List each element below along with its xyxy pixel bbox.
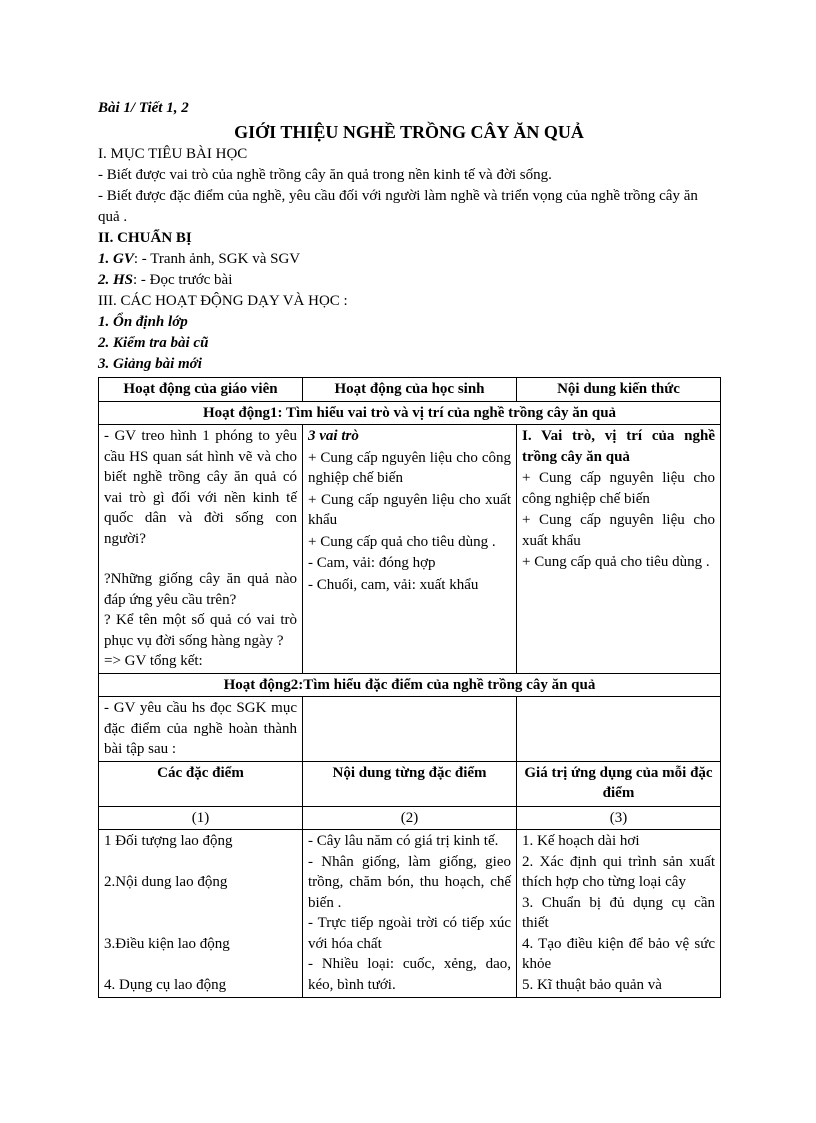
preparation-gv (98, 249, 720, 270)
hd1-hs-item: + Cung cấp quả cho tiêu dùng . (308, 533, 496, 550)
hd2-title: Hoạt động2:Tìm hiểu đặc điểm của nghề trồng cây ăn quả (99, 673, 721, 697)
hd1-gv-text: - GV treo hình 1 phóng to yêu cầu HS quan sát hình vẽ và cho biết nghề trồng cây ăn quả có vai trò gì đối với nền kinh tế quốc dân và đời sống con người? (104, 428, 297, 547)
hd1-hs-item: - Chuối, cam, vải: xuất khẩu (308, 576, 479, 593)
subheader-features: Các đặc điểm (99, 761, 303, 806)
objectives-heading: I. MỤC TIÊU BÀI HỌC (98, 146, 248, 162)
empty-cell (303, 697, 517, 762)
hd1-kt-item: + Cung cấp nguyên liệu cho công nghiệp chế biến (522, 470, 715, 507)
hd1-student-cell (303, 425, 517, 674)
hd1-gv-text: => GV tổng kết: (104, 653, 203, 669)
feature-item: 1 Đối tượng lao động (104, 833, 233, 849)
feature-item: 4. Dụng cụ lao động (104, 977, 227, 993)
header-student: Hoạt động của học sinh (303, 378, 517, 402)
hd1-knowledge-cell (517, 425, 721, 674)
value-cell (517, 830, 721, 998)
hd1-teacher-cell (99, 425, 303, 674)
subheader-value: Giá trị ứng dụng của mỗi đặc điểm (517, 761, 721, 806)
hd1-hs-item: + Cung cấp nguyên liệu cho công nghiệp chế biến (308, 449, 511, 486)
objective-item: - Biết được đặc điểm của nghề, yêu cầu đối với người làm nghề và triển vọng của nghề trồng cây ăn quả . (98, 188, 698, 225)
lesson-label: Bài 1/ Tiết 1, 2 (98, 100, 189, 116)
header-teacher: Hoạt động của giáo viên (99, 378, 303, 402)
subheader-content: Nội dung từng đặc điểm (303, 761, 517, 806)
hd2-intro-row (99, 697, 721, 762)
hd2-detail-row (99, 830, 721, 998)
value-item: 3. Chuẩn bị đủ dụng cụ cần thiết (522, 894, 715, 931)
preparation-hs (98, 270, 720, 291)
hd1-hs-item: + Cung cấp nguyên liệu cho xuất khẩu (308, 491, 511, 528)
hd2-number-row (99, 806, 721, 830)
empty-cell (517, 697, 721, 762)
feature-item: 3.Điều kiện lao động (104, 936, 230, 952)
hs-text: : - Đọc trước bài (133, 272, 233, 288)
hd2-gv-intro: - GV yêu cầu hs đọc SGK mục đặc điểm của nghề hoàn thành bài tập sau : (99, 697, 303, 762)
hd1-kt-title: I. Vai trò, vị trí của nghề trồng cây ăn quả (522, 428, 715, 465)
content-item: - Cây lâu năm có giá trị kinh tế. (308, 833, 499, 849)
content-item: - Nhiều loại: cuốc, xẻng, dao, kéo, bình tưới. (308, 956, 511, 993)
activity-step: 3. Giảng bài mới (98, 356, 202, 372)
features-cell (99, 830, 303, 998)
feature-item: 2.Nội dung lao động (104, 874, 228, 890)
hd1-content-row (99, 425, 721, 674)
document-page (98, 98, 720, 998)
activity-step: 2. Kiểm tra bài cũ (98, 335, 209, 351)
lesson-table (98, 377, 721, 998)
value-item: 4. Tạo điều kiện để bảo vệ sức khỏe (522, 935, 715, 972)
column-number: (2) (303, 806, 517, 830)
hd1-hs-item: - Cam, vải: đóng hợp (308, 555, 436, 571)
column-number: (3) (517, 806, 721, 830)
hd1-kt-item: + Cung cấp quả cho tiêu dùng . (522, 554, 710, 570)
value-item: 5. Kĩ thuật bảo quản và (522, 976, 662, 993)
hd1-gv-text: ? Kể tên một số quả có vai trò phục vụ đời sống hàng ngày ? (104, 612, 297, 649)
activities-heading: III. CÁC HOẠT ĐỘNG DẠY VÀ HỌC : (98, 293, 348, 309)
content-item: - Nhân giống, làm giống, gieo trồng, chăm bón, thu hoạch, chế biến . (308, 853, 511, 911)
hd1-title-row (99, 401, 721, 425)
hd1-hs-title: 3 vai trò (308, 428, 359, 444)
gv-text: : - Tranh ảnh, SGK và SGV (133, 251, 301, 267)
content-cell (303, 830, 517, 998)
page-title: GIỚI THIỆU NGHỀ TRỒNG CÂY ĂN QUẢ (234, 122, 584, 142)
hd1-kt-item: + Cung cấp nguyên liệu cho xuất khẩu (522, 512, 715, 549)
hd1-title: Hoạt động1: Tìm hiểu vai trò và vị trí của nghề trồng cây ăn quả (99, 401, 721, 425)
preparation-heading: II. CHUẨN BỊ (98, 230, 192, 246)
header-knowledge: Nội dung kiến thức (517, 378, 721, 402)
objective-item: - Biết được vai trò của nghề trồng cây ăn quả trong nền kinh tế và đời sống. (98, 167, 552, 183)
content-item: - Trực tiếp ngoài trời có tiếp xúc với hóa chất (308, 915, 511, 952)
hd1-gv-text: ?Những giống cây ăn quả nào đáp ứng yêu cầu trên? (104, 571, 297, 608)
activity-step: 1. Ổn định lớp (98, 314, 188, 330)
hd2-subheader-row (99, 761, 721, 806)
hs-label: 2. HS (98, 272, 134, 288)
hd2-title-row (99, 673, 721, 697)
table-header-row (99, 378, 721, 402)
gv-label: 1. GV (98, 251, 134, 267)
column-number: (1) (99, 806, 303, 830)
value-item: 2. Xác định qui trình sản xuất thích hợp cho từng loại cây (522, 853, 715, 890)
value-item: 1. Kế hoạch dài hơi (522, 833, 640, 849)
